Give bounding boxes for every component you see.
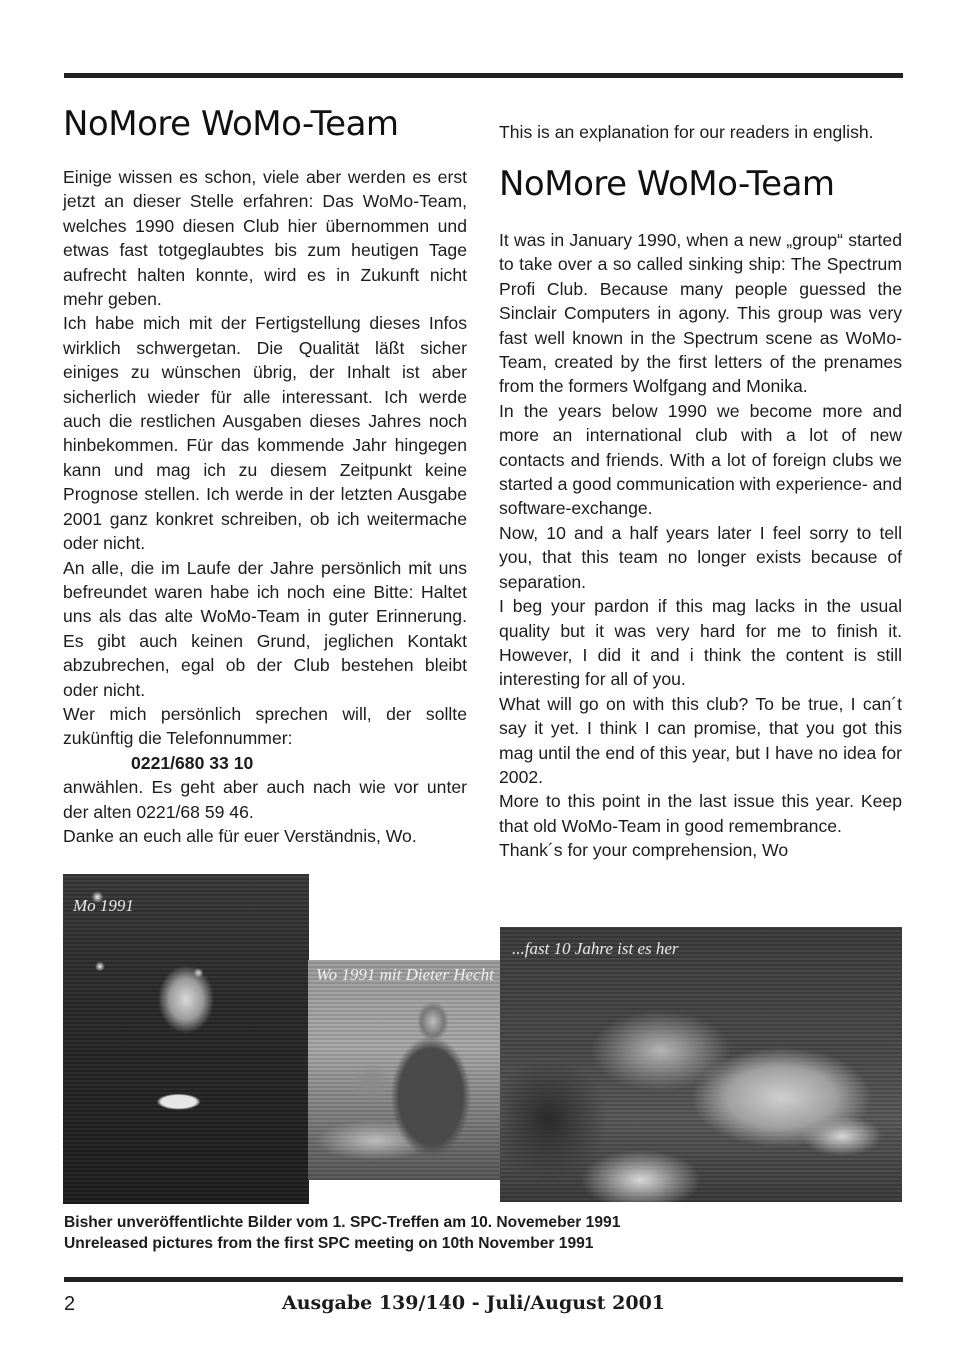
- paragraph: What will go on with this club? To be true, I can´t say it yet. I think I can promise, that you got this mag until the end of this year, but I have no idea for 2002.: [499, 693, 902, 787]
- paragraph: anwählen. Es geht aber auch nach wie vor unter der alten 0221/68 59 46.: [63, 777, 467, 822]
- paragraph: Thank´s for your comprehension, Wo: [499, 840, 789, 861]
- right-article-body: [499, 228, 902, 863]
- closing: Danke an euch alle für euer Verständnis, Wo.: [63, 825, 417, 846]
- photo-caption-german: Bisher unveröffentlichte Bilder vom 1. SPC-Treffen am 10. Novemeber 1991: [64, 1214, 621, 1231]
- paragraph: More to this point in the last issue this year. Keep that old WoMo-Team in good remembrance.: [499, 791, 902, 836]
- left-article-body: [63, 165, 467, 848]
- bottom-rule: [64, 1277, 903, 1282]
- new-phone-number: 0221/680 33 10: [131, 752, 254, 773]
- paragraph: I beg your pardon if this mag lacks in the usual quality but it was very hard for me to finish it. However, I did it and i think the content is still interesting for all of you.: [499, 596, 902, 690]
- top-rule: [64, 73, 903, 78]
- paragraph: It was in January 1990, when a new „group“ started to take over a so called sinking ship: The Spectrum Profi Club. Because many people guessed the Sinclair Computers in agony. This group was very fast well known in the Spectrum scene as WoMo-Team, created by the first letters of the prenames from the formers Wolfgang and Monika.: [499, 230, 902, 397]
- right-article-title: NoMore WoMo-Team: [499, 164, 835, 204]
- photo-wo-1991: [308, 960, 500, 1180]
- photo-caption-english: Unreleased pictures from the first SPC meeting on 10th November 1991: [64, 1235, 594, 1252]
- paragraph: In the years below 1990 we become more and more an international club with a lot of new contacts and friends. With a lot of foreign clubs we started a good communication with experience- and software-exchange.: [499, 400, 902, 519]
- paragraph: Einige wissen es schon, viele aber werden es erst jetzt an dieser Stelle erfahren: Das WoMo-Team, welches 1990 diesen Club hier übernommen und etwas fast totgeglaubtes bis zum heutigen Tage aufrecht halten konnte, wird es in Zukunft nicht mehr geben.: [63, 167, 467, 310]
- photo-label: Wo 1991 mit Dieter Hecht: [316, 965, 494, 984]
- paragraph: Now, 10 and a half years later I feel sorry to tell you, that this team no longer exists because of separation.: [499, 522, 902, 592]
- photo-label: Mo 1991: [73, 896, 134, 915]
- left-article-title: NoMore WoMo-Team: [63, 104, 399, 144]
- photo-mo-1991: [63, 874, 309, 1204]
- paragraph: Ich habe mich mit der Fertigstellung dieses Infos wirklich schwergetan. Die Qualität läßt sicher einiges zu wünschen übrig, der Inhalt ist aber sicherlich wieder für alle interessant. Ich werde auch die restlichen Ausgaben dieses Jahres noch hinbekommen. Für das kommende Jahr hingegen kann und mag ich zu diesem Zeitpunkt keine Prognose stellen. Ich werde in der letzten Ausgabe 2001 ganz konkret schreiben, ob ich weitermache oder nicht.: [63, 313, 467, 554]
- paragraph: Wer mich persönlich sprechen will, der sollte zukünftig die Telefonnummer:: [63, 703, 467, 749]
- paragraph: An alle, die im Laufe der Jahre persönlich mit uns befreundet waren habe ich noch eine Bitte: Haltet uns als das alte WoMo-Team in guter Erinnerung. Es gibt auch keinen Grund, jeglichen Kontakt abzubrechen, egal ob der Club bestehen bleibt oder nicht.: [63, 557, 467, 700]
- photo-label: ...fast 10 Jahre ist es her: [512, 939, 679, 958]
- photo-meeting-group: [500, 927, 902, 1202]
- issue-label: Ausgabe 139/140 - Juli/August 2001: [282, 1292, 666, 1314]
- page-number: 2: [64, 1293, 76, 1315]
- english-intro: This is an explanation for our readers in english.: [499, 121, 874, 142]
